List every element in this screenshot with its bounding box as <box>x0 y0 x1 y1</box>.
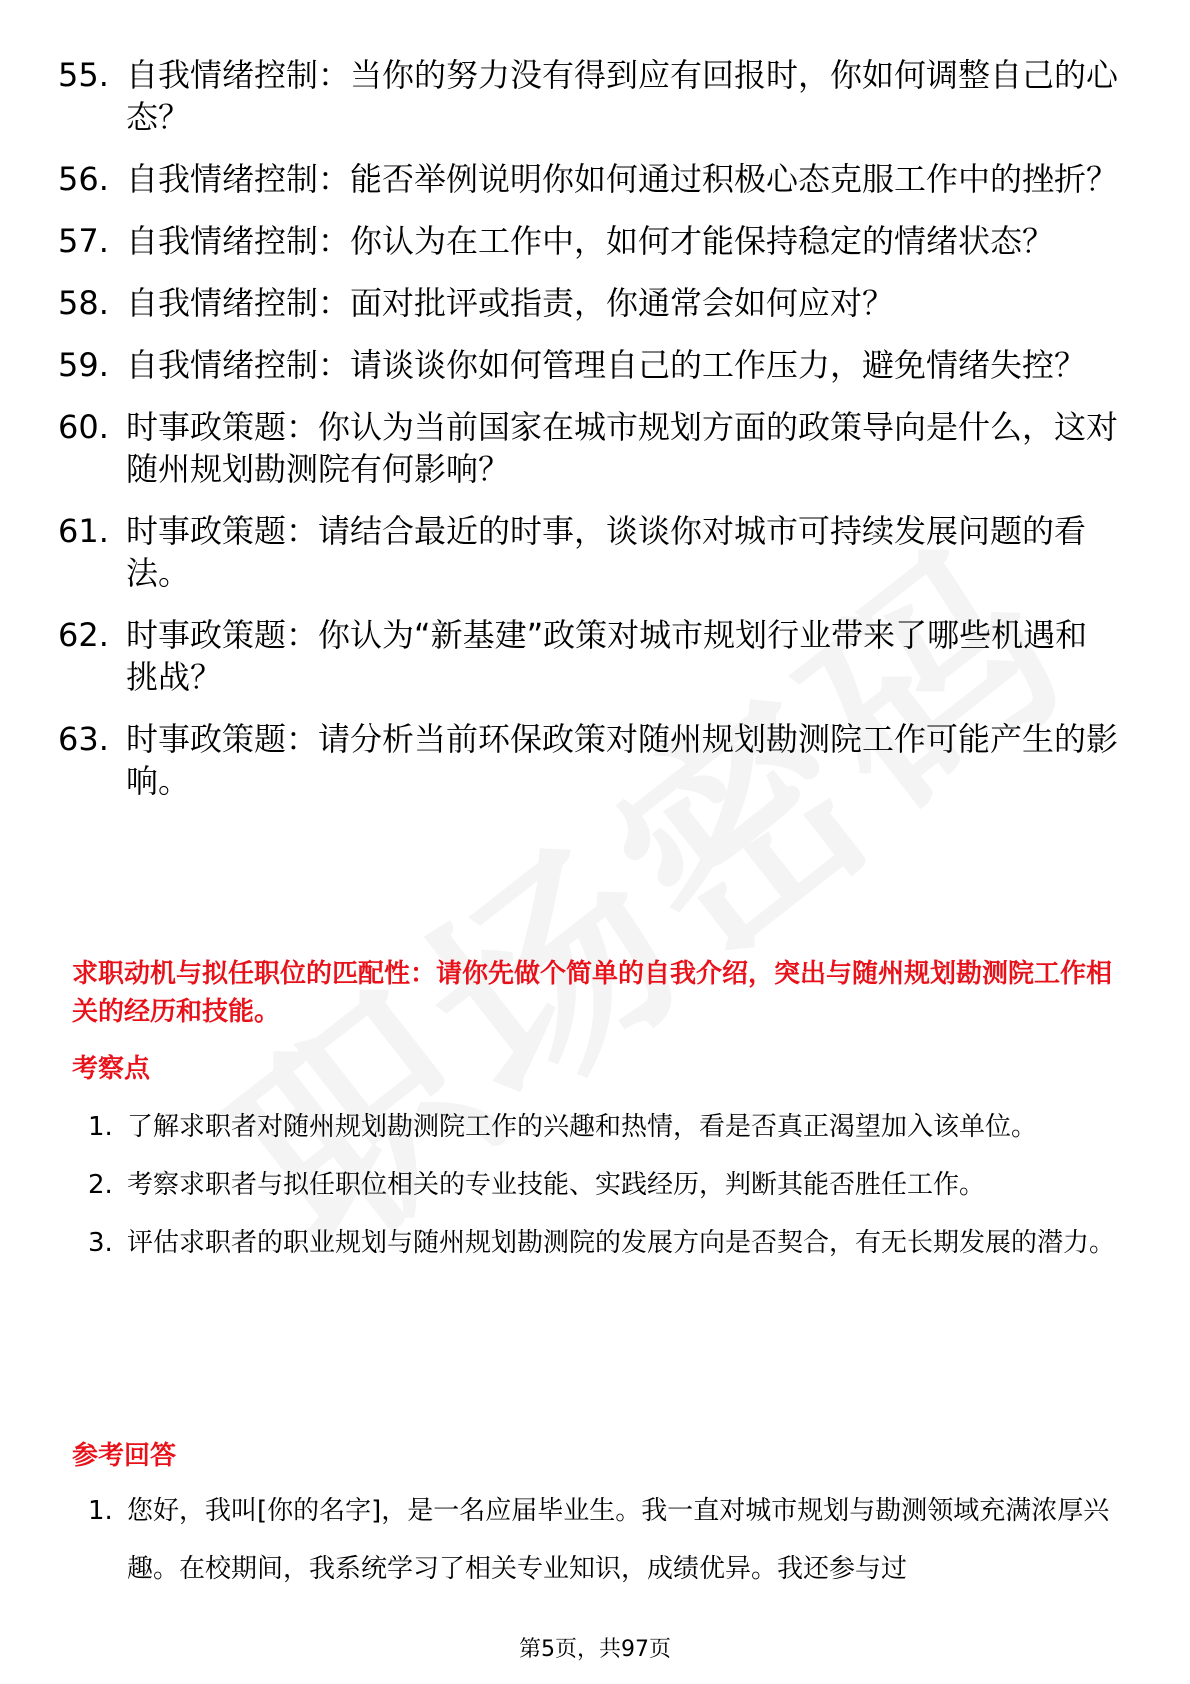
answer-number: 1. <box>88 1496 113 1526</box>
question-item <box>58 614 1118 698</box>
point-number: 1. <box>88 1112 113 1142</box>
points-heading: 考察点 <box>72 1054 151 1084</box>
question-text: 自我情绪控制：当你的努力没有得到应有回报时，你如何调整自己的心态？ <box>126 56 1119 136</box>
point-number: 2. <box>88 1170 113 1200</box>
page-footer: 第5页，共97页 <box>519 1637 671 1662</box>
question-list <box>58 54 1118 822</box>
answer-heading: 参考回答 <box>72 1441 177 1471</box>
answer-text: 您好，我叫[你的名字]，是一名应届毕业生。我一直对城市规划与勘测领域充满浓厚兴趣。在校期间，我系统学习了相关专业知识，成绩优异。我还参与过 <box>127 1496 1110 1584</box>
question-number: 60. <box>58 408 109 446</box>
question-number: 55. <box>58 56 109 94</box>
point-text: 了解求职者对随州规划勘测院工作的兴趣和热情，看是否真正渴望加入该单位。 <box>127 1112 1038 1142</box>
question-number: 62. <box>58 616 109 654</box>
question-text: 时事政策题：请分析当前环保政策对随州规划勘测院工作可能产生的影响。 <box>126 720 1119 800</box>
question-item <box>58 220 1118 262</box>
section-title: 求职动机与拟任职位的匹配性：请你先做个简单的自我介绍，突出与随州规划勘测院工作相关的经历和技能。 <box>72 959 1113 1027</box>
answer-list <box>72 1482 1122 1598</box>
question-text: 自我情绪控制：请谈谈你如何管理自己的工作压力，避免情绪失控？ <box>126 346 1087 384</box>
question-number: 61. <box>58 512 109 550</box>
points-list <box>72 1098 1122 1272</box>
question-text: 自我情绪控制：面对批评或指责，你通常会如何应对？ <box>126 284 895 322</box>
question-text: 时事政策题：你认为“新基建”政策对城市规划行业带来了哪些机遇和挑战？ <box>126 616 1088 696</box>
question-number: 57. <box>58 222 109 260</box>
question-number: 58. <box>58 284 109 322</box>
question-number: 56. <box>58 160 109 198</box>
question-item <box>58 510 1118 594</box>
question-item <box>58 282 1118 324</box>
question-item <box>58 158 1118 200</box>
question-item <box>58 54 1118 138</box>
answer-item <box>72 1482 1122 1598</box>
question-text: 自我情绪控制：你认为在工作中，如何才能保持稳定的情绪状态？ <box>126 222 1055 260</box>
point-item <box>72 1214 1122 1272</box>
point-text: 评估求职者的职业规划与随州规划勘测院的发展方向是否契合，有无长期发展的潜力。 <box>127 1228 1116 1258</box>
question-item <box>58 406 1118 490</box>
point-text: 考察求职者与拟任职位相关的专业技能、实践经历，判断其能否胜任工作。 <box>127 1170 986 1200</box>
point-item <box>72 1098 1122 1156</box>
point-number: 3. <box>88 1228 113 1258</box>
question-text: 时事政策题：请结合最近的时事，谈谈你对城市可持续发展问题的看法。 <box>126 512 1087 592</box>
question-text: 时事政策题：你认为当前国家在城市规划方面的政策导向是什么，这对随州规划勘测院有何影响？ <box>126 408 1119 488</box>
question-item <box>58 344 1118 386</box>
question-item <box>58 718 1118 802</box>
question-number: 59. <box>58 346 109 384</box>
point-item <box>72 1156 1122 1214</box>
question-text: 自我情绪控制：能否举例说明你如何通过积极心态克服工作中的挫折？ <box>126 160 1119 198</box>
question-number: 63. <box>58 720 109 758</box>
